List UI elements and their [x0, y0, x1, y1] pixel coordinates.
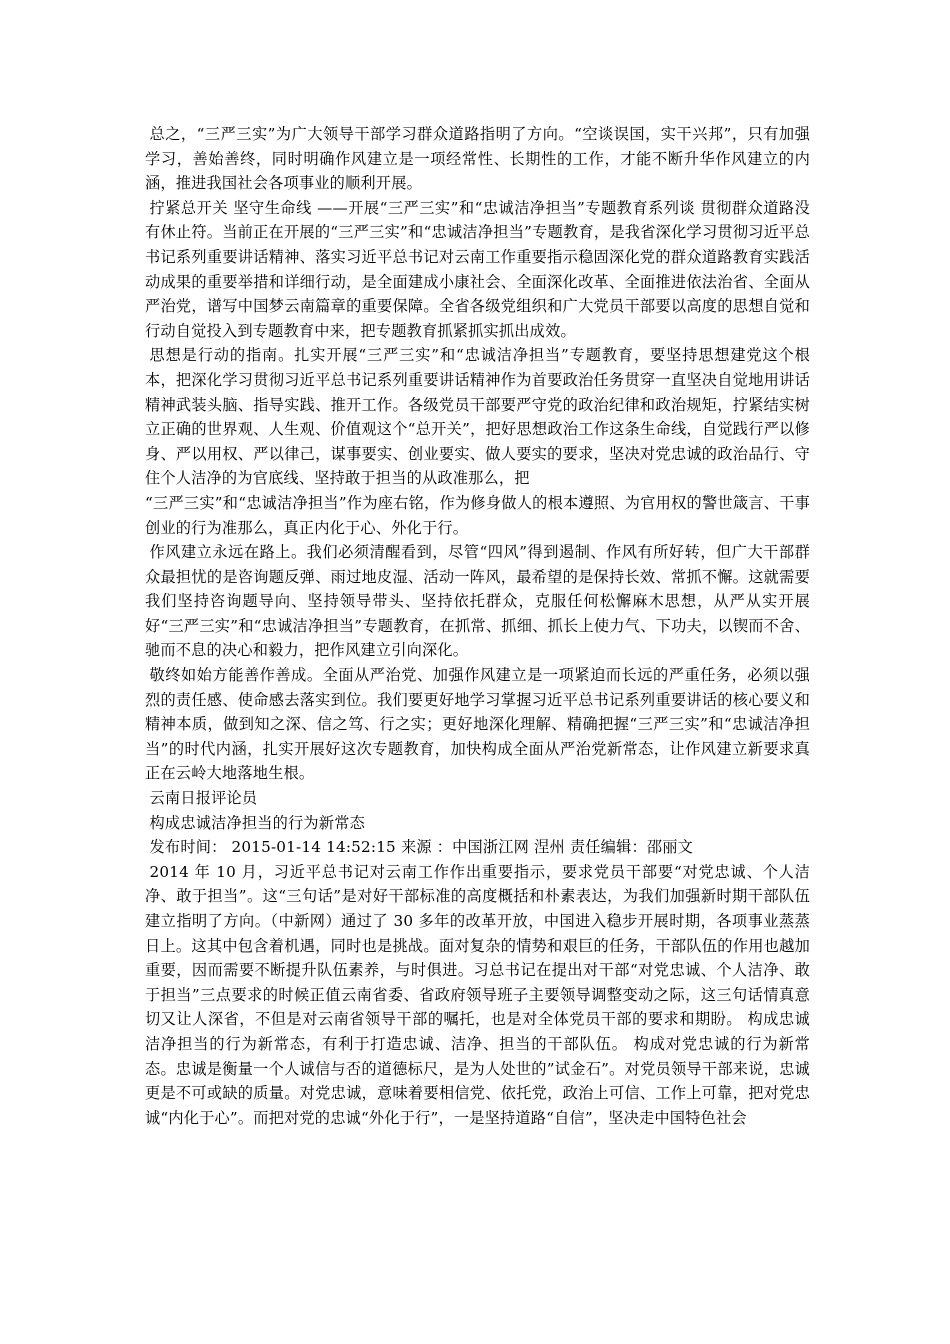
publish-info: 发布时间： 2015-01-14 14:52:15 来源 ：中国浙江网 涅州 责任编辑：邵丽文 [149, 838, 694, 857]
paragraph-article-body: 2014 年 10 月，习近平总书记对云南工作作出重要指示，要求党员干部要“对党忠诚、个人洁净、敢于担当”。这“三句话”是对好干部标准的高度概括和朴素表达，为我们加强新时期干部队伍建立指明了方向。（中新网）通过了 30 多年的改革开放，中国进入稳步开展时期，各项事业蒸蒸日上。这其中包含着机遇，同时也是挑战。面对复杂的情势和艰巨的任务，干部队伍的作用也越加重要，因而需要不断提升队伍素养，与时俱进。习总书记在提出对干部“对党忠诚、个人洁净、敢于担当”三点要求的时候正值云南省委、省政府领导班子主要领导调整变动之际，这三句话情真意切又让人深省，不但是对云南省领导干部的嘱托，也是对全体党员干部的要求和期盼。 构成忠诚洁净担当的行为新常态，有利于打造忠诚、洁净、担当的干部队伍。 构成对党忠诚的行为新常态。忠诚是衡量一个人诚信与否的道德标尺，是为人处世的”试金石”。对党员领导干部来说，忠诚更是不可或缺的质量。对党忠诚，意味着要相信党、依托党，政治上可信、工作上可靠，把对党忠诚“内化于心”。而把对党的忠诚“外化于行”，一是坚持道路“自信”，坚决走中国特色社会 [145, 862, 810, 1127]
paragraph-thought-guide: 思想是行动的指南。扎实开展“三严三实”和“忠诚洁净担当”专题教育，要坚持思想建党这个根本，把深化学习贯彻习近平总书记系列重要讲话精神作为首要政治任务贯穿一直坚决自觉地用讲话精神武装头脑、指导实践、推开工作。各级党员干部要严守党的政治纪律和政治规矩，拧紧结实树立正确的世界观、人生观、价值观这个“总开关”，把好思想政治工作这条生命线，自觉践行严以修身、严以用权、严以律己，谋事要实、创业要实、做人要实的要求，坚决对党忠诚的政治品行、守住个人洁净的为官底线、坚持敢于担当的从政准那么，把 [145, 346, 810, 488]
document-body [145, 122, 810, 1130]
article-title: 构成忠诚洁净担当的行为新常态 [149, 813, 365, 832]
author-line: 云南日报评论员 [149, 789, 258, 808]
paragraph-motto: “三严三实”和“忠诚洁净担当”作为座右铭，作为修身做人的根本遵照、为官用权的警世箴言、干事创业的行为准那么，真正内化于心、外化于行。 [145, 493, 810, 537]
paragraph-editorial-intro: 拧紧总开关 坚守生命线 ——开展“三严三实”和“忠诚洁净担当”专题教育系列谈 贯彻群众道路没有休止符。当前正在开展的“三严三实”和“忠诚洁净担当”专题教育，是我省深化学习贯彻习近平总书记系列重要讲话精神、落实习近平总书记对云南工作重要指示稳固深化党的群众道路教育实践活动成果的重要举措和详细行动，是全面建成小康社会、全面深化改革、全面推进依法治省、全面从严治党，谱写中国梦云南篇章的重要保障。全省各级党组织和广大党员干部要以高度的思想自觉和行动自觉投入到专题教育中来，把专题教育抓紧抓实抓出成效。 [145, 198, 810, 340]
paragraph-style-building: 作风建立永远在路上。我们必须清醒看到，尽管“四风”得到遏制、作风有所好转，但广大干部群众最担忧的是咨询题反弹、雨过地皮湿、活动一阵风，最希望的是保持长效、常抓不懈。这就需要我们坚持咨询题导向、坚持领导带头、坚持依托群众，克服任何松懈麻木思想，从严从实开展好“三严三实”和“忠诚洁净担当”专题教育，在抓常、抓细、抓长上使力气、下功夫，以锲而不舍、驰而不息的决心和毅力，把作风建立引向深化。 [145, 543, 810, 660]
paragraph-persistence: 敬终如始方能善作善成。全面从严治党、加强作风建立是一项紧迫而长远的严重任务，必须以强烈的责任感、使命感去落实到位。我们要更好地学习掌握习近平总书记系列重要讲话的核心要义和精神本质，做到知之深、信之笃、行之实；更好地深化理解、精确把握“三严三实”和“忠诚洁净担当”的时代内涵，扎实开展好这次专题教育，加快构成全面从严治党新常态，让作风建立新要求真正在云岭大地落地生根。 [145, 666, 810, 783]
paragraph-summary: 总之，“三严三实”为广大领导干部学习群众道路指明了方向。“空谈误国，实干兴邦”，只有加强学习，善始善终，同时明确作风建立是一项经常性、长期性的工作，才能不断升华作风建立的内涵，推进我国社会各项事业的顺利开展。 [145, 125, 810, 193]
